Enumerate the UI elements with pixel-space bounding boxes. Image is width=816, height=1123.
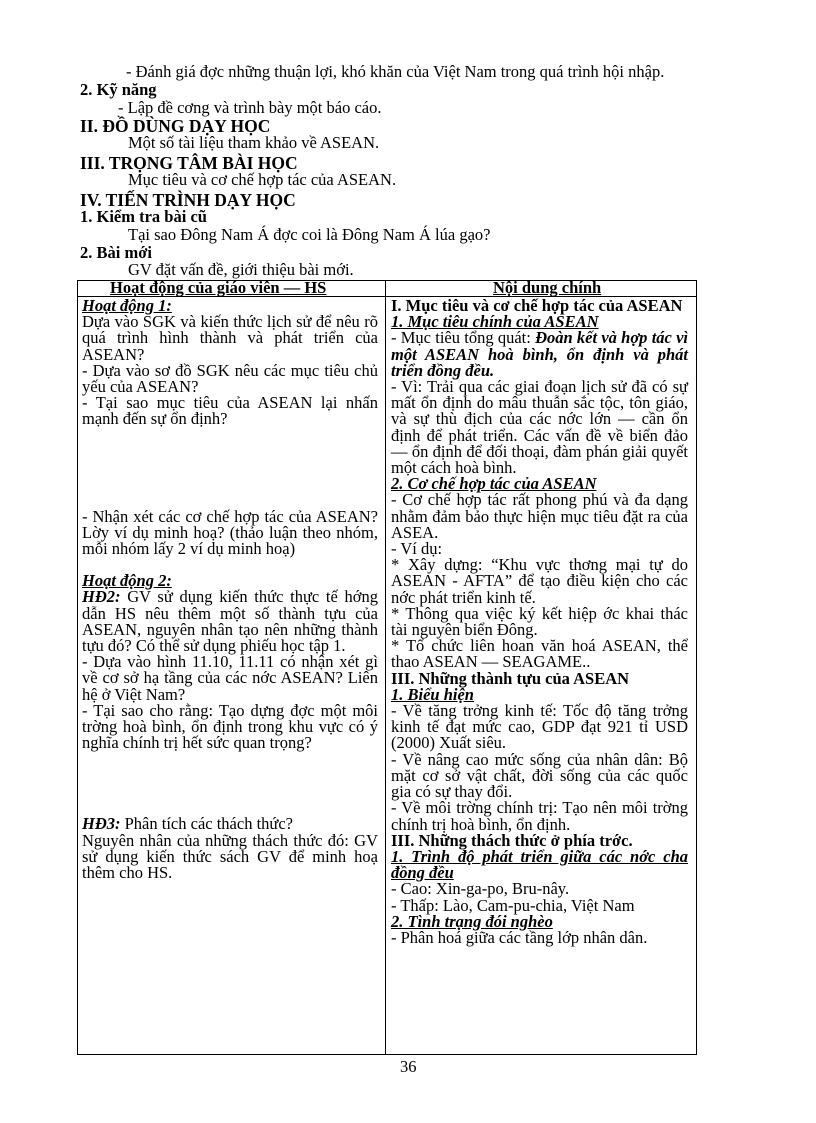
content-para: - Ví dụ: — [391, 539, 443, 559]
content-subheading: 1. Trình độ phát triển giữa các nớc cha đồng đều — [391, 846, 688, 883]
content-para: - Vì: Trải qua các giai đoạn lịch sử đã có sự mất ổn định do mâu thuẫn sắc tộc, tôn giáo, và sự thù địch của các nớc lớn — cần ổn định để phát triển. Các vấn đề về biển đảo — ổn định để đối thoại, đàm phán giải quyết một cách hoà bình. — [391, 377, 688, 478]
new-lesson-text: GV đặt vấn đề, giới thiệu bài mới. — [128, 260, 354, 279]
new-lesson-heading: 2. Bài mới — [80, 243, 152, 262]
skills-text: - Lập đề cơng và trình bày một báo cáo. — [118, 98, 382, 117]
section-heading-4: IV. TIẾN TRÌNH DẠY HỌC — [80, 190, 296, 210]
activity-2-para: HĐ2: GV sử dụng kiến thức thực tế hớng dẫn HS nêu thêm một số thành tựu của ASEAN, nguyên nhân tạo nên những thành tựu đó? Có thể sử dụng phiếu học tập 1. — [82, 587, 378, 656]
content-para: * Tổ chức liên hoan văn hoá ASEAN, thể thao ASEAN — SEAGAME.. — [391, 636, 688, 672]
content-para: * Thông qua việc ký kết hiệp ớc khai thác tài nguyên biển Đông. — [391, 603, 688, 640]
content-para: - Về nâng cao mức sống của nhân dân: Bộ mặt cơ sở vật chất, đời sống của các quốc gia có sự thay đổi. — [391, 749, 688, 802]
check-text: Tại sao Đông Nam Á đợc coi là Đông Nam Á lúa gạo? — [128, 225, 491, 244]
activity-2-para: - Tại sao cho rằng: Tạo dựng đợc một môi trờng hoà bình, ổn định trong khu vực có ý nghĩa chính trị hết sức quan trọng? — [82, 700, 378, 753]
right-column-header: Nội dung chính — [493, 278, 602, 297]
content-para: * Xây dựng: “Khu vực thơng mại tự do ASEAN - AFTA” để tạo điều kiện cho các nớc phát triển kinh tế. — [391, 555, 688, 607]
content-para: - Cao: Xin-ga-po, Bru-nây. — [391, 879, 570, 899]
content-para: - Về tăng trởng kinh tế: Tốc độ tăng trởng kinh tế đạt mức cao, GDP đạt 921 tỉ USD (2000) Xuất siêu. — [391, 701, 688, 753]
lesson-table — [77, 280, 697, 1055]
main-content-column — [391, 298, 688, 946]
column-divider — [385, 281, 386, 1054]
left-column-header: Hoạt động của giáo viên — HS — [110, 278, 327, 297]
content-section-title: I. Mục tiêu và cơ chế hợp tác của ASEAN — [391, 296, 683, 315]
content-para: - Cơ chế hợp tác rất phong phú và đa dạng nhằm đảm bảo thực hiện mục tiêu đặt ra của ASEA. — [391, 490, 688, 542]
objective-line: - Đánh giá đợc những thuận lợi, khó khăn của Việt Nam trong quá trình hội nhập. — [126, 62, 665, 81]
section-text-3: Mục tiêu và cơ chế hợp tác của ASEAN. — [128, 170, 397, 189]
content-para: - Thấp: Lào, Cam-pu-chia, Việt Nam — [391, 895, 635, 915]
page-number: 36 — [400, 1057, 417, 1076]
activity-1-para: Dựa vào SGK và kiến thức lịch sử để nêu rõ quá trình hình thành và phát triển của ASEAN? — [82, 312, 378, 364]
content-subheading: 2. Cơ chế hợp tác của ASEAN — [391, 474, 597, 494]
activity-3-para: Nguyên nhân của những thách thức đó: GV sử dụng kiến thức sách GV để minh hoạ thêm cho HS. — [82, 830, 378, 883]
activity-3-para: HĐ3: Phân tích các thách thức? — [82, 814, 293, 834]
content-para: - Về môi trờng chính trị: Tạo nên môi trờng chính trị hoà bình, ổn định. — [391, 798, 688, 834]
activity-2-title: Hoạt động 2: — [82, 571, 172, 591]
activity-1-para: - Nhận xét các cơ chế hợp tác của ASEAN? Lờy ví dụ minh hoạ? (thảo luận theo nhóm, mỗi nhóm lấy 2 ví dụ minh hoạ) — [82, 506, 378, 559]
teacher-activities-column — [82, 298, 378, 881]
content-section-title: III. Những thành tựu của ASEAN — [391, 668, 630, 688]
content-subheading: 1. Mục tiêu chính của ASEAN — [391, 312, 599, 332]
activity-2-para: - Dựa vào hình 11.10, 11.11 có nhận xét gì về cơ sở hạ tầng của các nớc ASEAN? Liên hệ ở Việt Nam? — [82, 652, 378, 704]
content-subheading: 2. Tình trạng đói nghèo — [391, 911, 553, 931]
content-subheading: 1. Biểu hiện — [391, 684, 474, 704]
activity-1-para: - Tại sao mục tiêu của ASEAN lại nhấn mạnh đến sự ổn định? — [82, 393, 378, 429]
content-section-title: III. Những thách thức ở phía trớc. — [391, 830, 633, 850]
check-heading: 1. Kiểm tra bài cũ — [80, 207, 207, 226]
section-text-2: Một số tài liệu tham khảo về ASEAN. — [128, 133, 380, 152]
activity-2-label: HĐ2: — [82, 587, 121, 607]
activity-1-title: Hoạt động 1: — [82, 296, 172, 315]
section-heading-3: III. TRỌNG TÂM BÀI HỌC — [80, 153, 298, 173]
section-heading-2: II. ĐỒ DÙNG DẠY HỌC — [80, 116, 271, 136]
activity-3-label: HĐ3: — [82, 814, 121, 834]
content-para: - Mục tiêu tổng quát: Đoàn kết và hợp tác vì một ASEAN hoà bình, ổn định và phát triển đồng đều. — [391, 328, 689, 380]
activity-1-para: - Dựa vào sơ đồ SGK nêu các mục tiêu chủ yếu của ASEAN? — [82, 360, 378, 397]
content-para: - Phân hoá giữa các tầng lớp nhân dân. — [391, 927, 648, 947]
skills-heading: 2. Kỹ năng — [80, 80, 157, 99]
